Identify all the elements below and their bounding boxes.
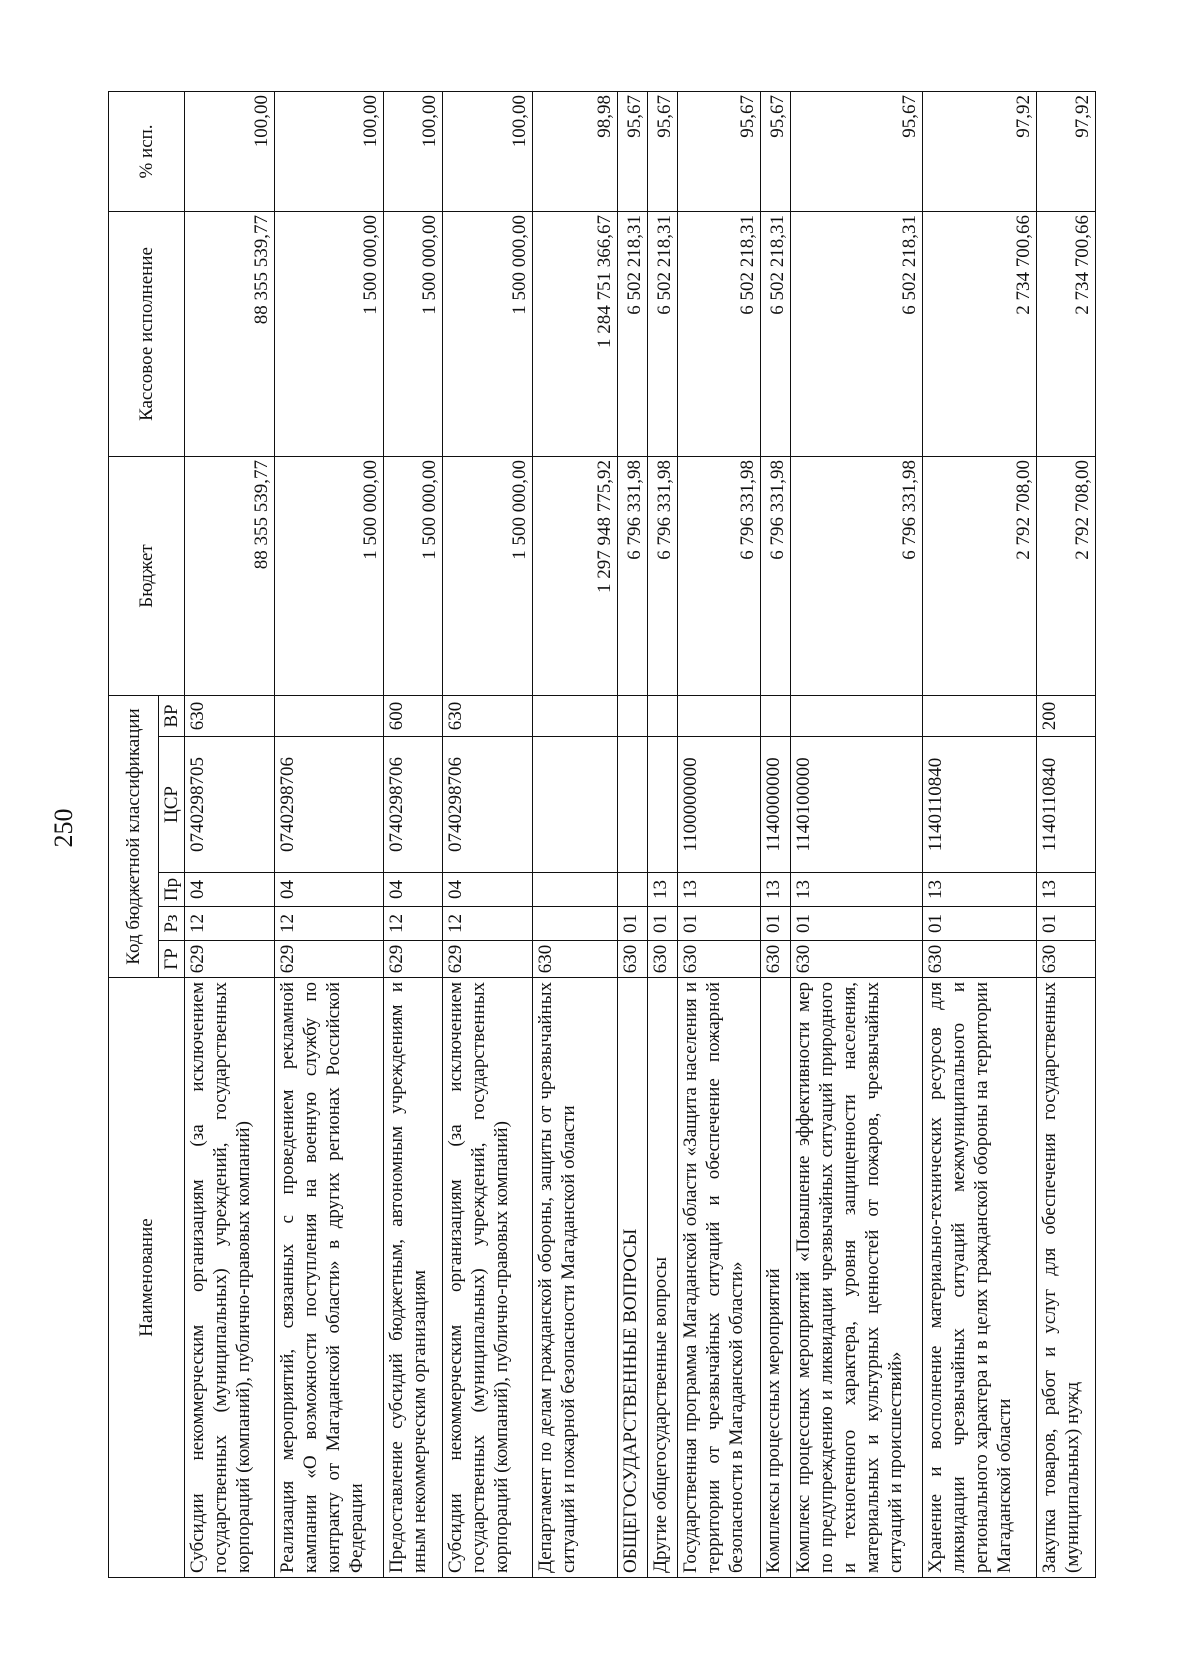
cell-budget: 6 796 331,98: [678, 456, 761, 695]
cell-percent: 100,00: [443, 91, 533, 211]
cell-execution: 1 500 000,00: [384, 211, 443, 456]
cell-percent: 100,00: [274, 91, 384, 211]
cell-gr: 629: [384, 941, 443, 978]
cell-pr: [618, 873, 648, 907]
cell-execution: 2 734 700,66: [923, 211, 1037, 456]
table-row: [678, 91, 761, 1577]
cell-gr: 630: [923, 941, 1037, 978]
cell-budget: 1 500 000,00: [384, 456, 443, 695]
cell-rz: [532, 907, 617, 941]
cell-vr: [618, 695, 648, 736]
table-row: [185, 91, 275, 1577]
cell-percent: 95,67: [761, 91, 791, 211]
header-vr: ВР: [159, 695, 185, 736]
cell-csr: 0740298706: [443, 737, 533, 873]
cell-rz: 01: [1037, 907, 1096, 941]
table-row: [618, 91, 648, 1577]
cell-csr: 1140000000: [761, 737, 791, 873]
cell-name: ОБЩЕГОСУДАРСТВЕННЫЕ ВОПРОСЫ: [618, 978, 648, 1578]
cell-pr: 13: [678, 873, 761, 907]
cell-vr: [761, 695, 791, 736]
cell-percent: 95,67: [648, 91, 678, 211]
cell-csr: 0740298705: [185, 737, 275, 873]
cell-gr: 630: [648, 941, 678, 978]
page-number: 250: [49, 808, 78, 848]
header-gr: ГР: [159, 941, 185, 978]
cell-vr: [923, 695, 1037, 736]
table-row: [384, 91, 443, 1577]
cell-rz: 12: [185, 907, 275, 941]
cell-pr: 13: [923, 873, 1037, 907]
cell-budget: 6 796 331,98: [761, 456, 791, 695]
cell-gr: 629: [185, 941, 275, 978]
cell-name: Закупка товаров, работ и услуг для обеспечения государственных (муниципальных) нужд: [1037, 978, 1096, 1578]
cell-rz: 01: [761, 907, 791, 941]
cell-csr: 1100000000: [678, 737, 761, 873]
cell-vr: [274, 695, 384, 736]
cell-budget: 1 500 000,00: [443, 456, 533, 695]
table-row: [443, 91, 533, 1577]
cell-csr: [618, 737, 648, 873]
table-row: [761, 91, 791, 1577]
cell-percent: 98,98: [532, 91, 617, 211]
cell-vr: [678, 695, 761, 736]
cell-name: Департамент по делам гражданской обороны, защиты от чрезвычайных ситуаций и пожарной безопасности Магаданской области: [532, 978, 617, 1578]
cell-budget: 2 792 708,00: [923, 456, 1037, 695]
cell-execution: 6 502 218,31: [618, 211, 648, 456]
cell-rz: 12: [443, 907, 533, 941]
cell-percent: 100,00: [384, 91, 443, 211]
cell-csr: 1140100000: [791, 737, 923, 873]
cell-pr: 13: [791, 873, 923, 907]
cell-name: Другие общегосударственные вопросы: [648, 978, 678, 1578]
cell-gr: 629: [443, 941, 533, 978]
cell-rz: 01: [791, 907, 923, 941]
table-row: [274, 91, 384, 1577]
cell-execution: 88 355 539,77: [185, 211, 275, 456]
cell-execution: 1 500 000,00: [274, 211, 384, 456]
cell-percent: 95,67: [678, 91, 761, 211]
cell-budget: 6 796 331,98: [648, 456, 678, 695]
cell-rz: 01: [648, 907, 678, 941]
cell-percent: 97,92: [1037, 91, 1096, 211]
cell-percent: 97,92: [923, 91, 1037, 211]
cell-name: Государственная программа Магаданской области «Защита населения и территории от чрезвычайных ситуаций и обеспечение пожарной безопасности в Магаданской области»: [678, 978, 761, 1578]
cell-pr: 13: [1037, 873, 1096, 907]
cell-csr: 1140110840: [923, 737, 1037, 873]
cell-name: Предоставление субсидий бюджетным, автономным учреждениям и иным некоммерческим организациям: [384, 978, 443, 1578]
cell-pr: 13: [648, 873, 678, 907]
cell-name: Комплекс процессных мероприятий «Повышение эффективности мер по предупреждению и ликвидации чрезвычайных ситуаций природного и техногенного характера, уровня защищенности населения, материальных и культурных ценностей от пожаров, чрезвычайных ситуаций и происшествий»: [791, 978, 923, 1578]
cell-csr: 1140110840: [1037, 737, 1096, 873]
cell-name: Реализация мероприятий, связанных с проведением рекламной кампании «О возможности поступления на военную службу по контракту от Магаданской области» в других регионах Российской Федерации: [274, 978, 384, 1578]
cell-name: Хранение и восполнение материально-технических ресурсов для ликвидации чрезвычайных ситуаций межмуниципального и регионального характера и в целях гражданской обороны на территории Магаданской области: [923, 978, 1037, 1578]
header-csr: ЦСР: [159, 737, 185, 873]
cell-vr: [648, 695, 678, 736]
table-row: [1037, 91, 1096, 1577]
cell-rz: 01: [618, 907, 648, 941]
header-rz: Рз: [159, 907, 185, 941]
cell-vr: [791, 695, 923, 736]
cell-gr: 630: [761, 941, 791, 978]
cell-execution: 6 502 218,31: [761, 211, 791, 456]
table-body: [185, 91, 1096, 1577]
table-row: [791, 91, 923, 1577]
cell-execution: 1 284 751 366,67: [532, 211, 617, 456]
cell-pr: [532, 873, 617, 907]
cell-rz: 12: [384, 907, 443, 941]
cell-pr: 13: [761, 873, 791, 907]
cell-percent: 95,67: [618, 91, 648, 211]
cell-execution: 1 500 000,00: [443, 211, 533, 456]
cell-vr: [532, 695, 617, 736]
cell-rz: 01: [923, 907, 1037, 941]
header-name: Наименование: [109, 978, 185, 1578]
header-percent: % исп.: [109, 91, 185, 211]
cell-vr: 630: [443, 695, 533, 736]
cell-pr: 04: [185, 873, 275, 907]
cell-vr: 200: [1037, 695, 1096, 736]
cell-execution: 6 502 218,31: [648, 211, 678, 456]
cell-budget: 2 792 708,00: [1037, 456, 1096, 695]
cell-vr: 600: [384, 695, 443, 736]
cell-csr: [648, 737, 678, 873]
cell-vr: 630: [185, 695, 275, 736]
budget-table: [108, 91, 1096, 1578]
cell-percent: 95,67: [791, 91, 923, 211]
cell-budget: 88 355 539,77: [185, 456, 275, 695]
cell-name: Субсидии некоммерческим организациям (за исключением государственных (муниципальных) учреждений, государственных корпораций (компаний), публично-правовых компаний): [443, 978, 533, 1578]
cell-execution: 6 502 218,31: [791, 211, 923, 456]
cell-gr: 630: [1037, 941, 1096, 978]
cell-pr: 04: [443, 873, 533, 907]
cell-rz: 12: [274, 907, 384, 941]
table-row: [648, 91, 678, 1577]
cell-pr: 04: [274, 873, 384, 907]
cell-csr: [532, 737, 617, 873]
cell-budget: 6 796 331,98: [791, 456, 923, 695]
cell-budget: 1 500 000,00: [274, 456, 384, 695]
cell-gr: 630: [678, 941, 761, 978]
cell-gr: 630: [618, 941, 648, 978]
header-pr: Пр: [159, 873, 185, 907]
rotated-table-container: [108, 92, 1096, 1578]
cell-name: Субсидии некоммерческим организациям (за исключением государственных (муниципальных) учреждений, государственных корпораций (компаний), публично-правовых компаний): [185, 978, 275, 1578]
table-row: [923, 91, 1037, 1577]
cell-budget: 6 796 331,98: [618, 456, 648, 695]
cell-budget: 1 297 948 775,92: [532, 456, 617, 695]
header-execution: Кассовое исполнение: [109, 211, 185, 456]
cell-csr: 0740298706: [384, 737, 443, 873]
cell-percent: 100,00: [185, 91, 275, 211]
cell-pr: 04: [384, 873, 443, 907]
cell-gr: 629: [274, 941, 384, 978]
table-row: [532, 91, 617, 1577]
cell-gr: 630: [532, 941, 617, 978]
header-code-group: Код бюджетной классификации: [109, 695, 159, 977]
cell-name: Комплексы процессных мероприятий: [761, 978, 791, 1578]
cell-rz: 01: [678, 907, 761, 941]
cell-csr: 0740298706: [274, 737, 384, 873]
cell-gr: 630: [791, 941, 923, 978]
cell-execution: 2 734 700,66: [1037, 211, 1096, 456]
cell-execution: 6 502 218,31: [678, 211, 761, 456]
header-budget: Бюджет: [109, 456, 185, 695]
